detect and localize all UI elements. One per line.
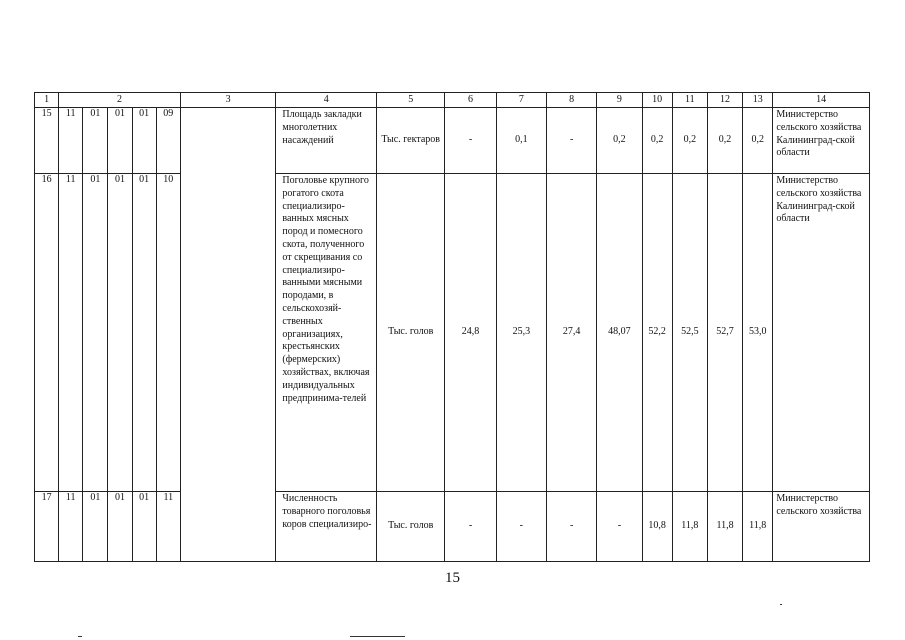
code-cell: 01 — [83, 174, 108, 492]
scan-artifact — [350, 636, 405, 637]
responsible-cell: Министерство сельского хозяйства Калининград-ской области — [773, 108, 870, 174]
code-cell: 01 — [108, 108, 132, 174]
header-cell: 3 — [180, 93, 276, 108]
value-cell: 0,2 — [743, 108, 773, 174]
column-3-cell — [180, 108, 276, 562]
value-cell: 0,2 — [672, 108, 707, 174]
unit-cell: Тыс. голов — [377, 174, 445, 492]
code-cell: 01 — [83, 108, 108, 174]
header-cell: 11 — [672, 93, 707, 108]
code-cell: 11 — [59, 174, 83, 492]
value-cell: 0,2 — [707, 108, 742, 174]
table-row — [35, 108, 870, 174]
code-cell: 11 — [59, 492, 83, 562]
indicator-name: Площадь закладки многолетних насаждений — [276, 108, 377, 174]
indicators-table — [34, 92, 870, 562]
value-cell: - — [445, 492, 496, 562]
value-cell: 52,5 — [672, 174, 707, 492]
value-cell: 52,2 — [642, 174, 672, 492]
code-cell: 01 — [83, 492, 108, 562]
code-cell: 01 — [132, 174, 156, 492]
value-cell: 25,3 — [496, 174, 546, 492]
header-cell: 6 — [445, 93, 496, 108]
value-cell: - — [445, 108, 496, 174]
header-cell: 10 — [642, 93, 672, 108]
scan-artifact — [78, 636, 82, 637]
header-cell: 13 — [743, 93, 773, 108]
value-cell: 0,2 — [642, 108, 672, 174]
code-cell: 09 — [156, 108, 180, 174]
code-cell: 01 — [132, 108, 156, 174]
code-cell: 01 — [108, 174, 132, 492]
unit-cell: Тыс. гектаров — [377, 108, 445, 174]
row-number: 16 — [35, 174, 59, 492]
value-cell: 52,7 — [707, 174, 742, 492]
header-cell: 2 — [59, 93, 181, 108]
header-cell: 5 — [377, 93, 445, 108]
header-row — [35, 93, 870, 108]
value-cell: 24,8 — [445, 174, 496, 492]
value-cell: 0,1 — [496, 108, 546, 174]
code-cell: 01 — [132, 492, 156, 562]
header-cell: 9 — [597, 93, 642, 108]
header-cell: 4 — [276, 93, 377, 108]
unit-cell: Тыс. голов — [377, 492, 445, 562]
value-cell: 27,4 — [547, 174, 597, 492]
value-cell: 11,8 — [743, 492, 773, 562]
value-cell: 11,8 — [672, 492, 707, 562]
header-cell: 7 — [496, 93, 546, 108]
scan-artifact — [780, 604, 782, 605]
value-cell: - — [496, 492, 546, 562]
indicator-name: Поголовье крупного рогатого скота специализиро-ванных мясных пород и помесного скота, полученного от скрещивания со специализиро-ванными мясными породами, в сельскохозяй-ственных организациях, крестьянских (фермерских) хозяйствах, включая индивидуальных предпринима-телей — [276, 174, 377, 492]
value-cell: 53,0 — [743, 174, 773, 492]
table-row — [35, 492, 870, 562]
code-cell: 01 — [108, 492, 132, 562]
indicator-name: Численность товарного поголовья коров специализиро- — [276, 492, 377, 562]
header-cell: 1 — [35, 93, 59, 108]
value-cell: - — [597, 492, 642, 562]
code-cell: 11 — [156, 492, 180, 562]
header-cell: 12 — [707, 93, 742, 108]
code-cell: 10 — [156, 174, 180, 492]
page-number: 15 — [445, 570, 460, 586]
value-cell: 0,2 — [597, 108, 642, 174]
row-number: 15 — [35, 108, 59, 174]
header-cell: 14 — [773, 93, 870, 108]
value-cell: 11,8 — [707, 492, 742, 562]
value-cell: 48,07 — [597, 174, 642, 492]
value-cell: - — [547, 492, 597, 562]
value-cell: 10,8 — [642, 492, 672, 562]
responsible-cell: Министерство сельского хозяйства Калининград-ской области — [773, 174, 870, 492]
header-cell: 8 — [547, 93, 597, 108]
code-cell: 11 — [59, 108, 83, 174]
responsible-cell: Министерство сельского хозяйства — [773, 492, 870, 562]
table-row — [35, 174, 870, 492]
row-number: 17 — [35, 492, 59, 562]
value-cell: - — [547, 108, 597, 174]
